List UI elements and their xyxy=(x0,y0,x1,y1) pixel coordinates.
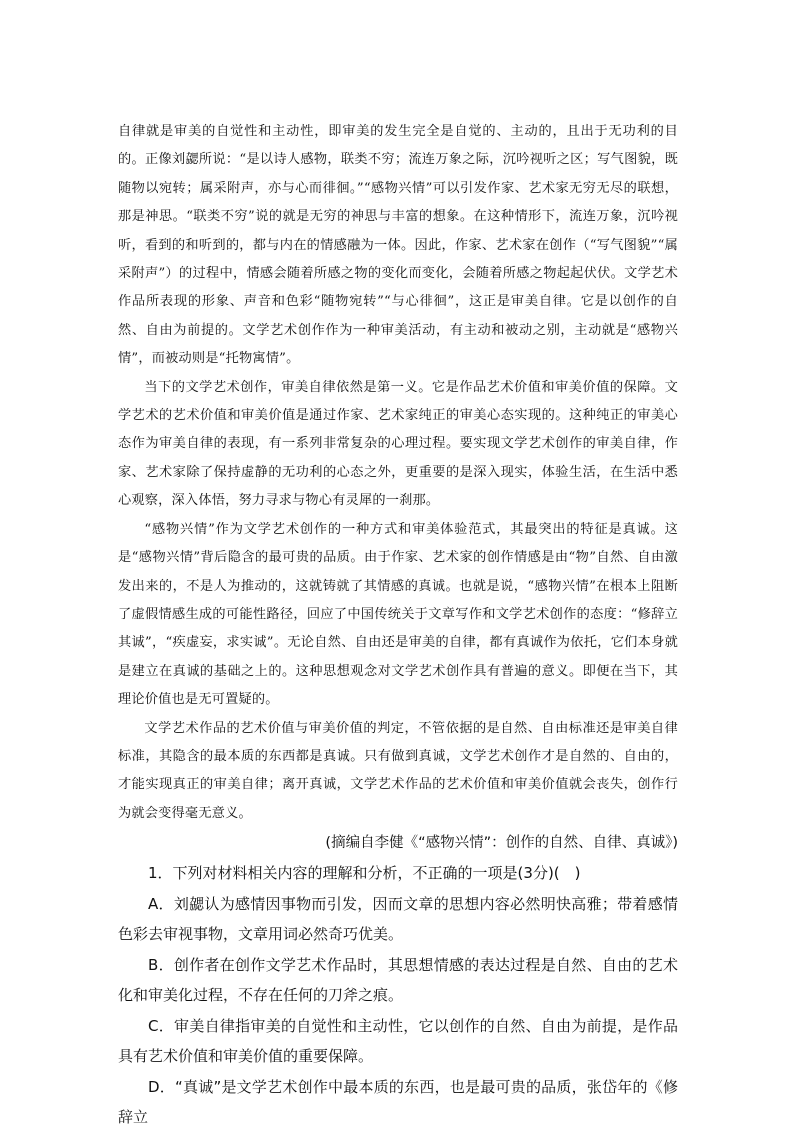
article-paragraph-4: 文学艺术作品的艺术价值与审美价值的判定，不管依据的是自然、自由标准还是审美自律标准，其隐含的最本质的东西都是真诚。只有做到真诚，文学艺术创作才是自然的、自由的，才能实现真正的审美自律；离开真诚，文学艺术作品的艺术价值和审美价值就会丧失，创作行为就会变得毫无意义。 xyxy=(118,720,678,821)
article-source: (摘编自李健《“感物兴情”：创作的自然、自律、真诚》) xyxy=(325,835,678,852)
option-d: D．“真诚”是文学艺术创作中最本质的东西，也是最可贵的品质，张岱年的《修辞立 xyxy=(118,1077,678,1127)
article-paragraph-1: 自律就是审美的自觉性和主动性，即审美的发生完全是自觉的、主动的，且出于无功利的目的。正像刘勰所说：“是以诗人感物，联类不穷；流连万象之际，沉吟视听之区；写气图貌，既随物以宛转；属采附声，亦与心而徘徊。”“感物兴情”可以引发作家、艺术家无穷无尽的联想，那是神思。“联类不穷”说的就是无穷的神思与丰富的想象。在这种情形下，流连万象，沉吟视听，看到的和听到的，都与内在的情感融为一体。因此，作家、艺术家在创作（“写气图貌”“属采附声”）的过程中，情感会随着所感之物的变化而变化，会随着所感之物起起伏伏。文学艺术作品所表现的形象、声音和色彩“随物宛转”“与心徘徊”，这正是审美自律。它是以创作的自然、自由为前提的。文学艺术创作作为一种审美活动，有主动和被动之别，主动就是“感物兴情”，而被动则是“托物寓情”。 xyxy=(118,124,678,367)
option-a: A．刘勰认为感情因事物而引发，因而文章的思想内容必然明快高雅；带着感情色彩去审视事物，文章用词必然奇巧优美。 xyxy=(118,894,678,944)
article-paragraph-2: 当下的文学艺术创作，审美自律依然是第一义。它是作品艺术价值和审美价值的保障。文学艺术的艺术价值和审美价值是通过作家、艺术家纯正的审美心态实现的。这种纯正的审美心态作为审美自律的表现，有一系列非常复杂的心理过程。要实现文学艺术创作的审美自律，作家、艺术家除了保持虚静的无功利的心态之外，更重要的是深入现实，体验生活，在生活中悉心观察，深入体悟，努力寻求与物心有灵犀的一刹那。 xyxy=(118,379,678,509)
option-c: C．审美自律指审美的自觉性和主动性，它以创作的自然、自由为前提，是作品具有艺术价值和审美价值的重要保障。 xyxy=(118,1016,678,1066)
question-stem: 1．下列对材料相关内容的理解和分析，不正确的一项是(3分)( ) xyxy=(148,864,581,883)
option-b: B．创作者在创作文学艺术作品时，其思想情感的表达过程是自然、自由的艺术化和审美化过程，不存在任何的刀斧之痕。 xyxy=(118,955,678,1005)
article-paragraph-3: “感物兴情”作为文学艺术创作的一种方式和审美体验范式，其最突出的特征是真诚。这是“感物兴情”背后隐含的最可贵的品质。由于作家、艺术家的创作情感是由“物”自然、自由激发出来的，不是人为推动的，这就铸就了其情感的真诚。也就是说，“感物兴情”在根本上阻断了虚假情感生成的可能性路径，回应了中国传统关于文章写作和文学艺术创作的态度：“修辞立其诚”，“疾虚妄，求实诚”。无论自然、自由还是审美的自律，都有真诚作为依托，它们本身就是建立在真诚的基础之上的。这种思想观念对文学艺术创作具有普遍的意义。即便在当下，其理论价值也是无可置疑的。 xyxy=(118,521,678,708)
